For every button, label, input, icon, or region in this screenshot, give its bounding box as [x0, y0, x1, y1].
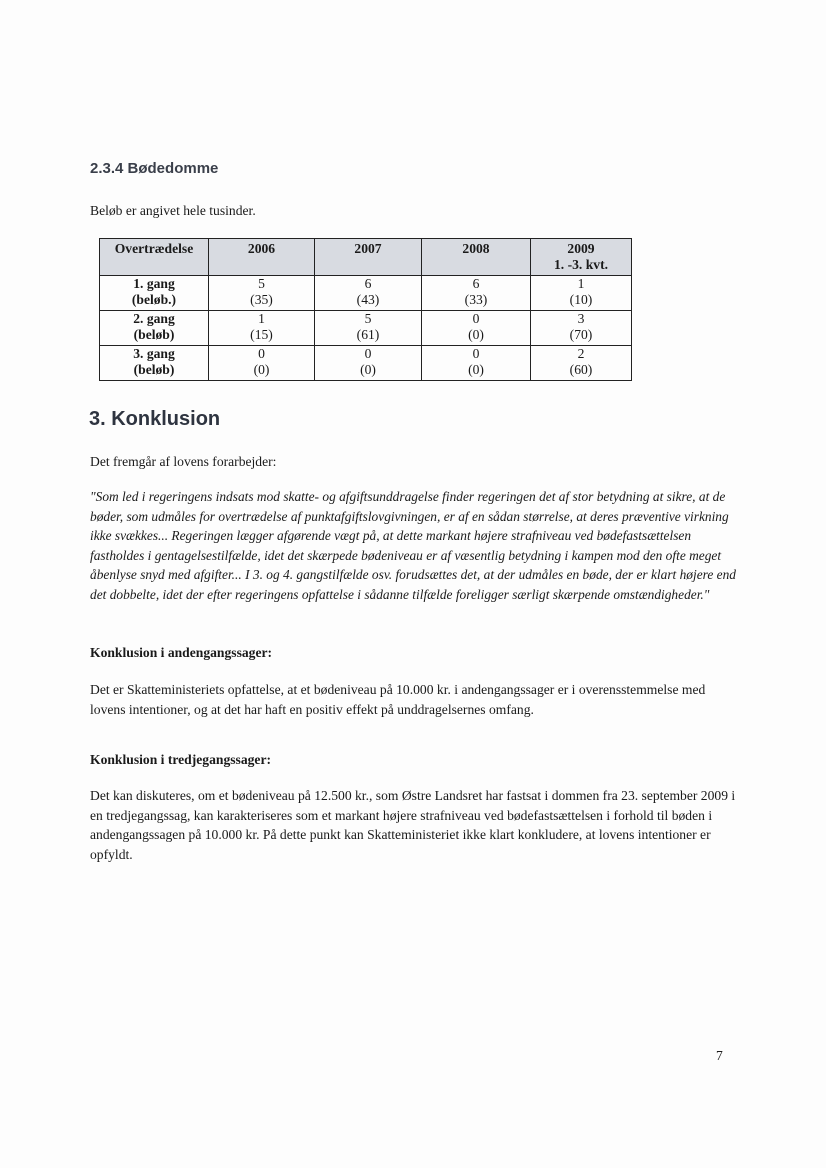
page-number: 7 [716, 1048, 723, 1063]
header-cell: 2008 [422, 239, 531, 276]
count-value: 5 [258, 276, 265, 291]
table-row [100, 346, 632, 381]
second-heading: Konklusion i andengangssager: [90, 645, 273, 660]
table-cell [315, 276, 422, 311]
third-heading: Konklusion i tredjegangssager: [90, 752, 272, 767]
table-row [100, 276, 632, 311]
count-value: 3 [577, 311, 585, 326]
conclusion-heading: 3. Konklusion [89, 408, 221, 430]
table-cell [531, 311, 632, 346]
table-cell [209, 311, 315, 346]
count-value: 1 [258, 311, 265, 326]
amount-value: (0) [360, 362, 376, 377]
amount-value: (0) [468, 362, 484, 377]
count-value: 0 [472, 311, 480, 326]
header-cell: Overtrædelse [100, 239, 209, 276]
amount-value: (0) [468, 327, 484, 342]
header-period: 1. -3. kvt. [554, 257, 608, 272]
row-label-text: 3. gang [133, 346, 175, 361]
row-sublabel: (beløb.) [131, 292, 177, 307]
third-text: Det kan diskuteres, om et bødeniveau på 12.500 kr., som Østre Landsret har fastsat i dommen fra 23. september 2009 i en tredjegangssag, kan karakteriseres som et markant højere strafniveau ved bødefastsættelsen i forhold til bøden i andengangssagen på 10.000 kr. På dette punkt kan Skatteministeriet ikke klart konkludere, at lovens intentioner er opfyldt. [90, 788, 736, 862]
amount-value: (70) [569, 327, 593, 342]
table-cell [422, 276, 531, 311]
count-value: 5 [364, 311, 372, 326]
table-cell [209, 276, 315, 311]
row-sublabel: (beløb) [133, 362, 175, 377]
table-header-row [100, 239, 632, 276]
count-value: 1 [577, 276, 585, 291]
section-heading: 2.3.4 Bødedomme [90, 160, 219, 177]
row-label-text: 1. gang [133, 276, 175, 291]
row-label-text: 2. gang [133, 311, 175, 326]
table-row [100, 311, 632, 346]
count-value: 2 [577, 346, 585, 361]
table-cell [422, 346, 531, 381]
row-sublabel: (beløb) [133, 327, 175, 342]
table-cell [315, 346, 422, 381]
amount-value: (60) [569, 362, 593, 377]
amount-value: (61) [356, 327, 380, 342]
header-cell: 2006 [209, 239, 315, 276]
amount-value: (15) [250, 327, 273, 342]
header-year: 2009 [567, 241, 595, 256]
count-value: 0 [364, 346, 372, 361]
table-cell [531, 276, 632, 311]
amount-value: (0) [253, 362, 270, 377]
count-value: 0 [472, 346, 480, 361]
table-cell [315, 311, 422, 346]
row-label [100, 276, 209, 311]
amount-value: (35) [250, 292, 273, 307]
table-cell [531, 346, 632, 381]
quote-text: "Som led i regeringens indsats mod skatte- og afgiftsunddragelse finder regeringen det af stor betydning at sikre, at de bøder, som udmåles for overtrædelse af punktafgiftslovgivningen, er af en sådan størrelse, at deres præventive virkning ikke svækkes... Regeringen lægger afgørende vægt på, at dette markant højere strafniveau ved bødefastsættelsen fastholdes i gentagelsestilfælde, idet det skærpede bødeniveau er af væsentlig betydning i kampen mod den ofte meget åbenlyse snyd med afgifter... I 3. og 4. gangstilfælde osv. forudsættes det, at der udmåles en bøde, der er klart højere end det dobbelte, idet der efter regeringens opfattelse i sådanne tilfælde foreligger særligt skærpende omstændigheder." [90, 489, 737, 602]
amount-value: (33) [464, 292, 488, 307]
header-cell [531, 239, 632, 276]
amount-value: (10) [569, 292, 593, 307]
count-value: 6 [364, 276, 372, 291]
second-text: Det er Skatteministeriets opfattelse, at et bødeniveau på 10.000 kr. i andengangssager er i overensstemmelse med lovens intentioner, og at det har haft en positiv effekt på unddragelsernes omfang. [90, 682, 706, 717]
amount-value: (43) [356, 292, 380, 307]
fines-table [99, 238, 632, 381]
header-cell: 2007 [315, 239, 422, 276]
table-cell [422, 311, 531, 346]
row-label [100, 346, 209, 381]
conclusion-intro: Det fremgår af lovens forarbejder: [90, 454, 277, 469]
intro-text: Beløb er angivet hele tusinder. [90, 203, 256, 218]
count-value: 0 [258, 346, 265, 361]
table-cell [209, 346, 315, 381]
row-label [100, 311, 209, 346]
count-value: 6 [472, 276, 480, 291]
